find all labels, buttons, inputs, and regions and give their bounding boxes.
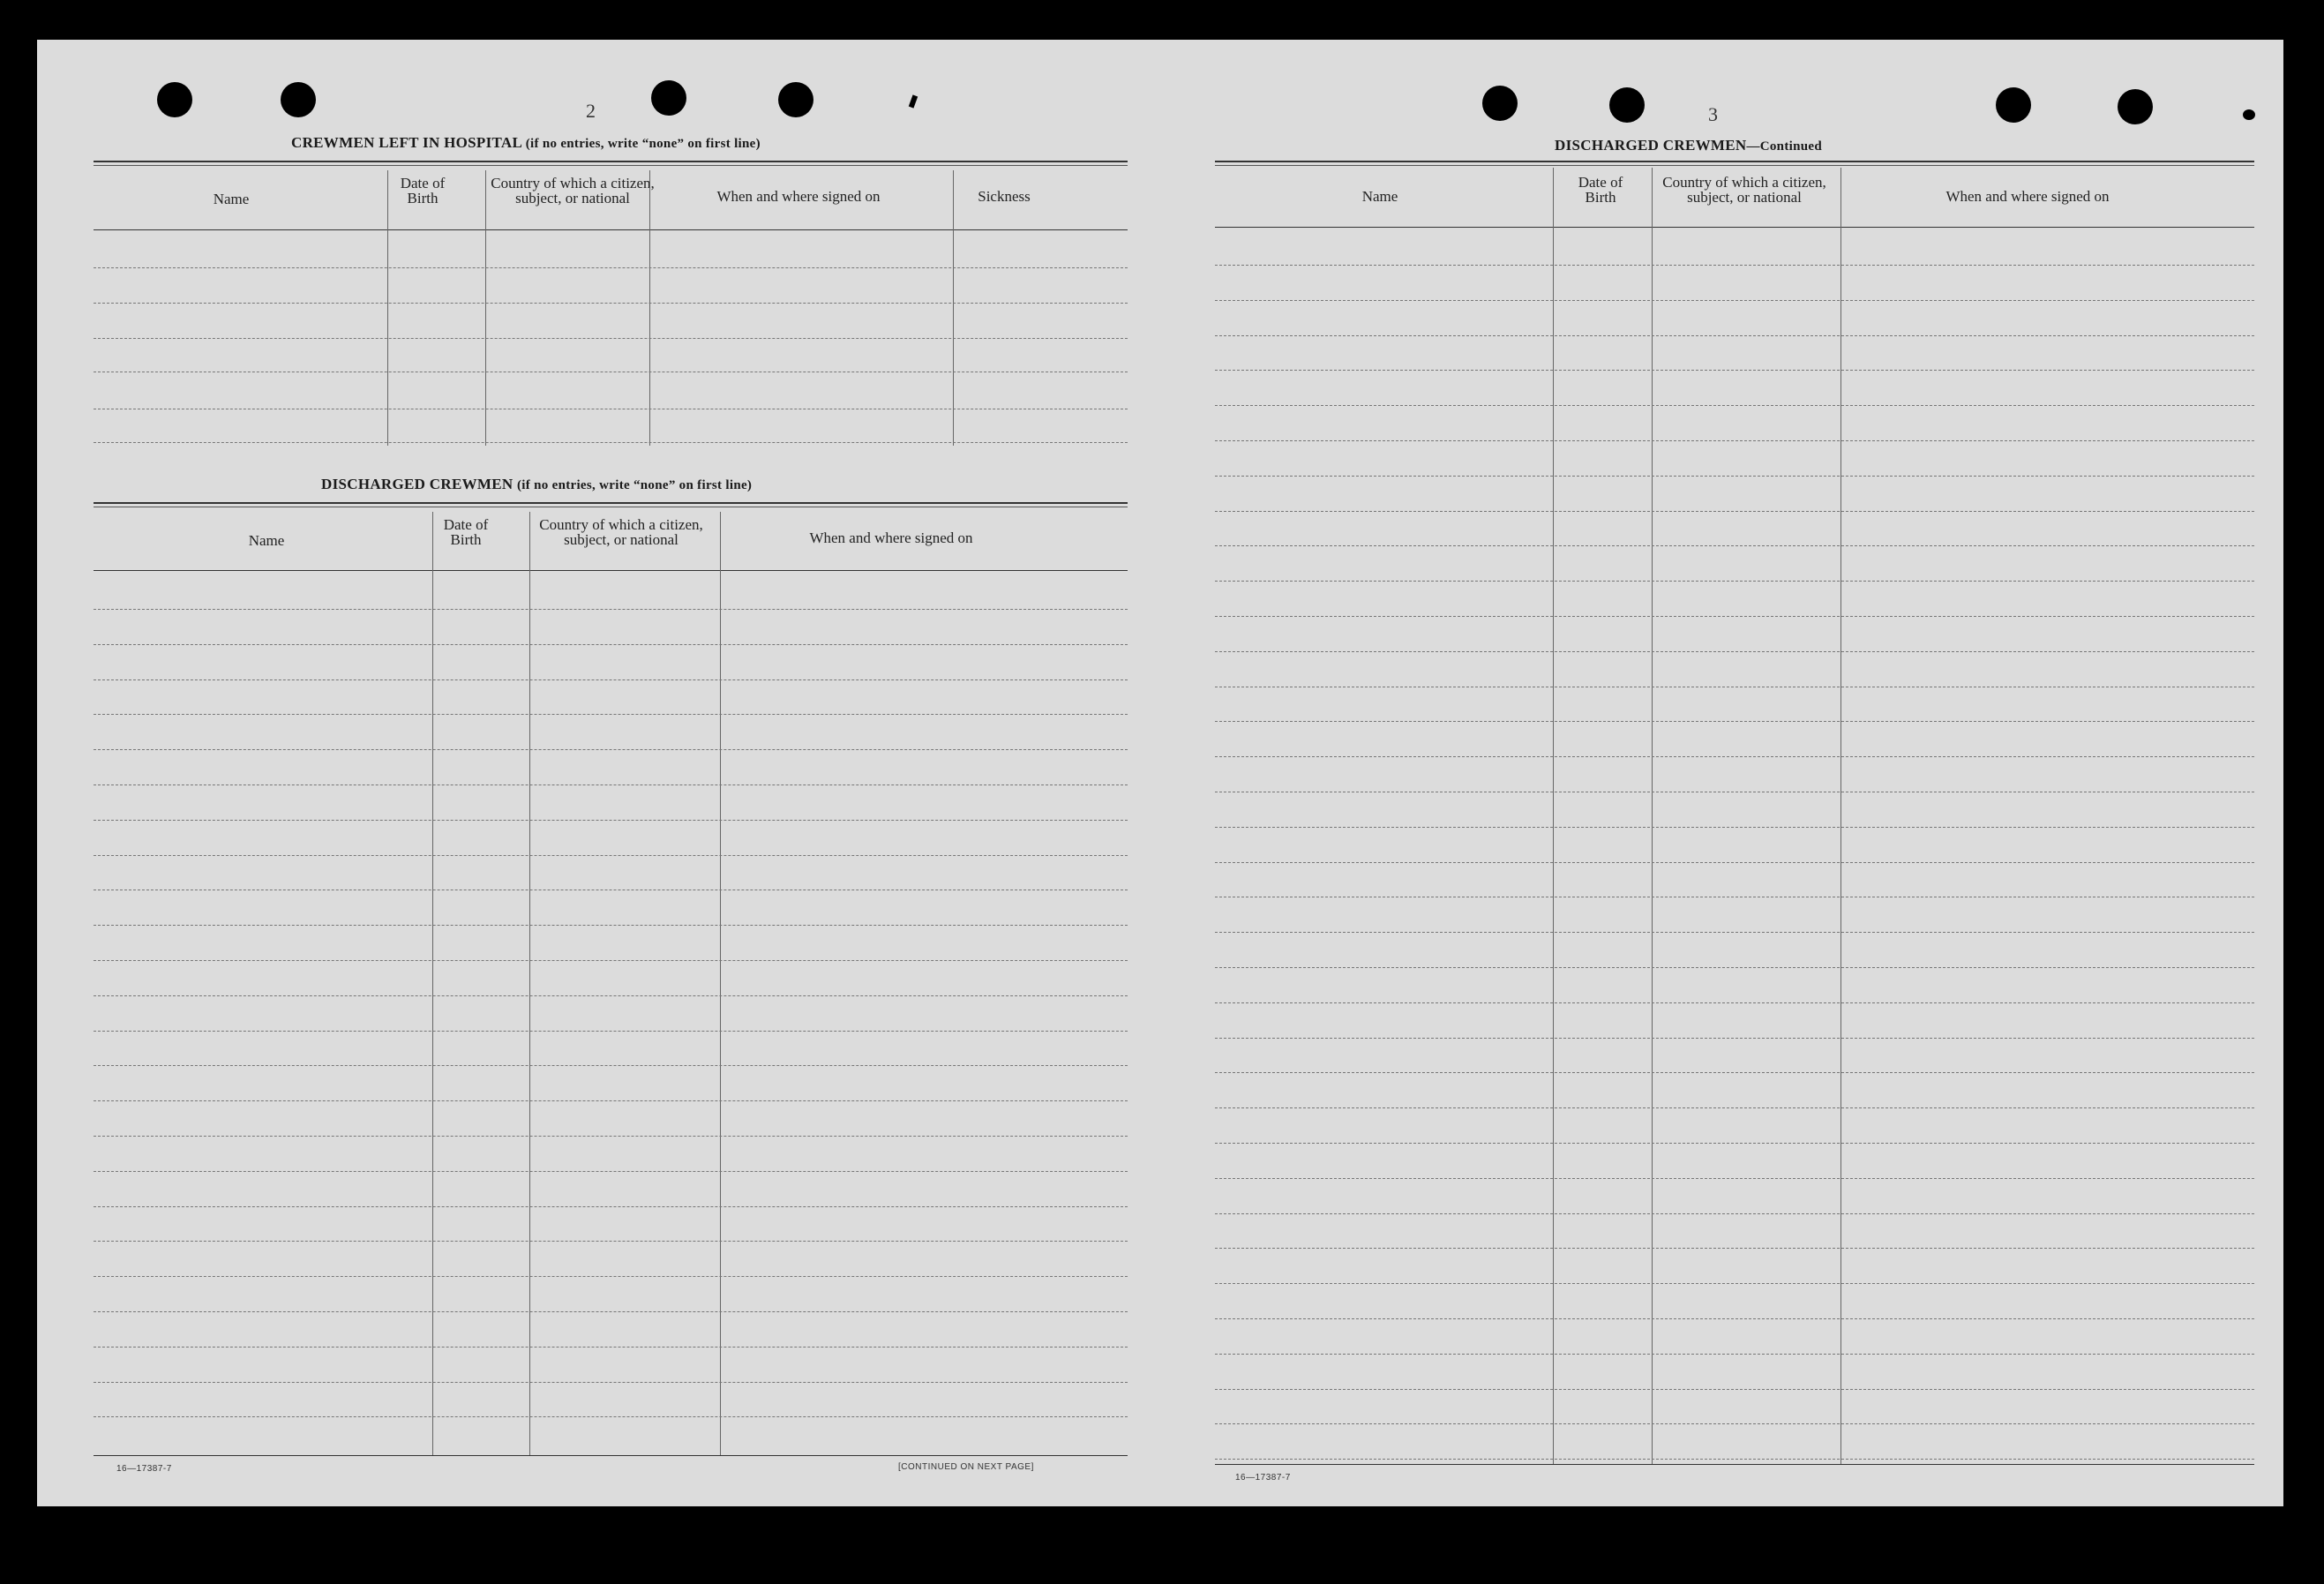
punch-hole <box>1996 87 2031 123</box>
table-row-line <box>1215 721 2254 722</box>
table-row-line <box>94 1065 1128 1066</box>
hospital-section-title <box>291 134 761 152</box>
table-row-line <box>1215 862 2254 863</box>
table-row-line <box>1215 1318 2254 1319</box>
hospital-instruction: (if no entries, write “none” on first line) <box>525 137 761 151</box>
ink-mark <box>2243 109 2255 120</box>
table-row-line <box>1215 370 2254 371</box>
table-row-line <box>94 1136 1128 1137</box>
table-row-line <box>1215 756 2254 757</box>
table-row-line <box>1215 511 2254 512</box>
table-row-line <box>1215 827 2254 828</box>
table-row-line <box>1215 1072 2254 1073</box>
form-number: 16—17387-7 <box>1235 1473 1291 1483</box>
document-sheet <box>37 40 2283 1506</box>
table-row-line <box>94 644 1128 645</box>
hospital-col-name: Name <box>213 191 250 207</box>
right-bottom-rule <box>1215 1464 2254 1465</box>
table-row-line <box>94 1031 1128 1032</box>
discharged-col-name: Name <box>248 532 285 549</box>
table-row-line <box>94 1382 1128 1383</box>
discharged-title-text: DISCHARGED CREWMEN <box>1555 137 1747 154</box>
hospital-col-divider <box>485 170 486 446</box>
punch-hole <box>778 82 813 117</box>
table-row-line <box>1215 265 2254 266</box>
right-header-bottom-rule <box>1215 227 2254 228</box>
table-row-line <box>1215 1178 2254 1179</box>
hospital-header-top-rule <box>94 161 1128 162</box>
table-row-line <box>94 960 1128 961</box>
table-row-line <box>1215 1283 2254 1284</box>
discharged-col-divider <box>432 512 433 1456</box>
punch-hole <box>1482 86 1518 121</box>
table-row-line <box>94 1276 1128 1277</box>
table-row-line <box>94 714 1128 715</box>
discharged-instruction: (if no entries, write “none” on first line) <box>517 478 753 492</box>
form-number: 16—17387-7 <box>116 1464 172 1474</box>
punch-hole <box>651 80 686 116</box>
discharged-col-country: Country of which a citizen, subject, or national <box>539 516 703 548</box>
right-col-name: Name <box>1361 188 1398 205</box>
punch-hole <box>1609 87 1645 123</box>
ink-mark <box>909 94 918 108</box>
table-row-line <box>94 820 1128 821</box>
table-row-line <box>94 1347 1128 1348</box>
table-row-line <box>1215 932 2254 933</box>
discharged-col-divider <box>720 512 721 1456</box>
table-row-line <box>1215 405 2254 406</box>
right-col-divider <box>1840 168 1841 1465</box>
table-row-line <box>94 784 1128 785</box>
table-row-line <box>94 925 1128 926</box>
hospital-col-country: Country of which a citizen, subject, or national <box>491 175 655 206</box>
hospital-col-divider <box>649 170 650 446</box>
hospital-col-divider <box>953 170 954 446</box>
right-col-divider <box>1652 168 1653 1465</box>
right-col-divider <box>1553 168 1554 1465</box>
page-number: 2 <box>586 100 596 122</box>
right-header-top-rule <box>1215 161 2254 162</box>
hospital-header-top-rule-2 <box>94 165 1128 166</box>
table-row-line <box>1215 1248 2254 1249</box>
table-row-line <box>1215 1354 2254 1355</box>
discharged-col-signed: When and where signed on <box>809 529 973 546</box>
table-row-line <box>94 855 1128 856</box>
hospital-col-sickness: Sickness <box>978 188 1031 205</box>
table-row-line <box>1215 545 2254 546</box>
table-row-line <box>1215 1423 2254 1424</box>
table-row-line <box>94 679 1128 680</box>
discharged-col-divider <box>529 512 530 1456</box>
table-row-line <box>94 1311 1128 1312</box>
hospital-row-line <box>94 267 1128 268</box>
table-row-line <box>1215 651 2254 652</box>
table-row-line <box>94 609 1128 610</box>
discharged-continued-title <box>1555 137 1822 154</box>
punch-hole <box>281 82 316 117</box>
table-row-line <box>94 1241 1128 1242</box>
discharged-col-dob: Date of Birth <box>443 516 489 548</box>
right-col-country: Country of which a citizen, subject, or national <box>1662 174 1826 206</box>
hospital-row-line <box>94 303 1128 304</box>
table-row-line <box>1215 1143 2254 1144</box>
discharged-title-text: DISCHARGED CREWMEN <box>321 476 514 492</box>
right-col-dob: Date of Birth <box>1578 174 1623 206</box>
discharged-section-title-left <box>321 476 752 493</box>
table-row-line <box>94 1171 1128 1172</box>
table-row-line <box>94 749 1128 750</box>
table-row-line <box>94 995 1128 996</box>
table-row-line <box>94 1100 1128 1101</box>
table-row-line <box>94 1206 1128 1207</box>
table-row-line <box>1215 616 2254 617</box>
hospital-col-divider <box>387 170 388 446</box>
hospital-row-line <box>94 442 1128 443</box>
table-row-line <box>1215 1002 2254 1003</box>
right-col-signed: When and where signed on <box>1945 188 2110 205</box>
hospital-col-dob: Date of Birth <box>400 175 446 206</box>
hospital-col-signed: When and where signed on <box>716 188 881 205</box>
table-row-line <box>94 1416 1128 1417</box>
hospital-header-bottom-rule <box>94 229 1128 230</box>
discharged-header-bottom-rule <box>94 570 1128 571</box>
table-row-line <box>1215 335 2254 336</box>
hospital-row-line <box>94 338 1128 339</box>
ink-mark <box>941 1545 948 1548</box>
table-row-line <box>1215 967 2254 968</box>
continued-note: [CONTINUED ON NEXT PAGE] <box>898 1462 1034 1472</box>
table-row-line <box>1215 1459 2254 1460</box>
page-number: 3 <box>1708 103 1718 125</box>
discharged-header-top-rule <box>94 502 1128 504</box>
hospital-title-text: CREWMEN LEFT IN HOSPITAL <box>291 134 522 151</box>
table-row-line <box>1215 476 2254 477</box>
table-row-line <box>1215 440 2254 441</box>
table-row-line <box>1215 581 2254 582</box>
table-row-line <box>1215 1213 2254 1214</box>
table-row-line <box>1215 300 2254 301</box>
punch-hole <box>157 82 192 117</box>
continued-label: —Continued <box>1746 139 1822 154</box>
punch-hole <box>2118 89 2153 124</box>
right-header-top-rule-2 <box>1215 165 2254 166</box>
table-row-line <box>1215 1389 2254 1390</box>
table-row-line <box>1215 1107 2254 1108</box>
left-bottom-rule <box>94 1455 1128 1456</box>
table-row-line <box>1215 1038 2254 1039</box>
